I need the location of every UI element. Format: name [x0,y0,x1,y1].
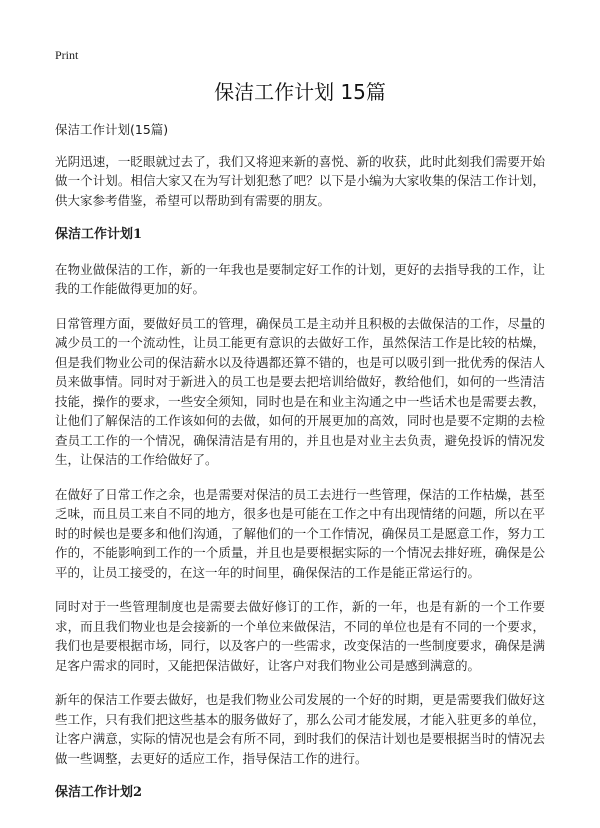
section-heading-1: 保洁工作计划1 [55,227,143,242]
paragraph-3: 在做好了日常工作之余，也是需要对保洁的员工去进行一些管理，保洁的工作枯燥，甚至乏味，而且员工来自不同的地方，很多也是可能在工作之中有出现情绪的问题，所以在平时的时候也是要多和他们沟通，了解他们的一个工作情况，确保员工是愿意工作，努力工作的，不能影响到工作的一个质量，并且也是要根据实际的一个情况去排好班，确保是公平的，让员工接受的，在这一年的时间里，确保保洁的工作是能正常运行的。 [55,486,545,580]
section-heading-2: 保洁工作计划2 [55,785,143,800]
paragraph-4: 同时对于一些管理制度也是需要去做好修订的工作，新的一年，也是有新的一个工作要求，而且我们物业也是会接新的一个单位来做保洁，不同的单位也是有不同的一个要求，我们也是要根据市场，同行，以及客户的一些需求，改变保洁的一些制度要求，确保是满足客户需求的同时，又能把保洁做好，让客户对我们物业公司是感到满意的。 [55,599,545,673]
paragraph-5: 新年的保洁工作要去做好，也是我们物业公司发展的一个好的时期，更是需要我们做好这些工作，只有我们把这些基本的服务做好了，那么公司才能发展，才能入驻更多的单位，让客户满意，实际的情况也是会有所不同，到时我们的保洁计划也是要根据当时的情况去做一些调整，去更好的适应工作，指导保洁工作的进行。 [55,692,545,766]
print-link[interactable]: Print [55,48,79,62]
page-title: 保洁工作计划 15篇 [214,80,386,104]
paragraph-2: 日常管理方面，要做好员工的管理，确保员工是主动并且积极的去做保洁的工作，尽量的减少员工的一个流动性，让员工能更有意识的去做好工作，虽然保洁工作是比较的枯燥，但是我们物业公司的保洁薪水以及待遇都还算不错的，也是可以吸引到一批优秀的保洁人员来做事情。同时对于新进入的员工也是要去把培训给做好，教给他们，如何的一些清洁技能，操作的要求，一些安全须知，同时也是在和业主沟通之中一些话术也是需要去教，让他们了解保洁的工作该如何的去做，如何的开展更加的高效，同时也是要不定期的去检查员工工作的一个情况，确保清洁是有用的，并且也是对业主去负责，避免投诉的情况发生，让保洁的工作给做好了。 [55,315,545,467]
document-subtitle: 保洁工作计划(15篇) [55,122,169,137]
paragraph-1: 在物业做保洁的工作，新的一年我也是要制定好工作的计划，更好的去指导我的工作，让我的工作能做得更加的好。 [55,261,545,296]
document-body [55,120,545,818]
intro-paragraph: 光阴迅速，一眨眼就过去了，我们又将迎来新的喜悦、新的收获，此时此刻我们需要开始做一个计划。相信大家又在为写计划犯愁了吧？以下是小编为大家收集的保洁工作计划，供大家参考借鉴，希望可以帮助到有需要的朋友。 [55,153,545,208]
